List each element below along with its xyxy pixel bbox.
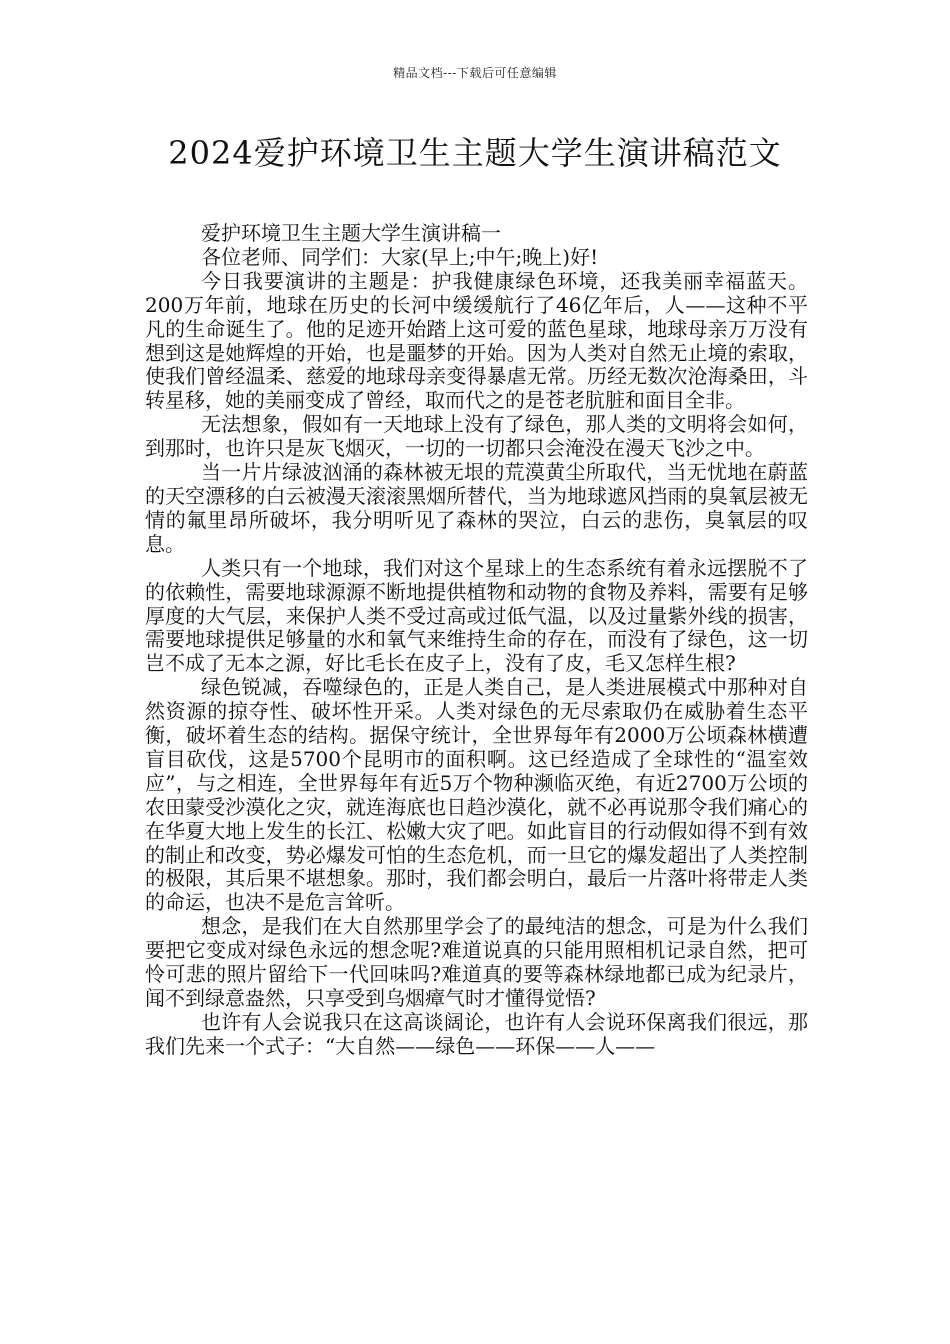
document-title: 2024爱护环境卫生主题大学生演讲稿范文: [168, 134, 782, 172]
paragraph: 当一片片绿波汹涌的森林被无垠的荒漠黄尘所取代，当无忧地在蔚蓝的天空漂移的白云被漫天滚滚黑烟所替代，当为地球遮风挡雨的臭氧层被无情的氟里昂所破坏，我分明听见了森林的哭泣，白云的悲伤，臭氧层的叹息。: [145, 460, 808, 556]
header-note: 精品文档---下载后可任意编辑: [393, 66, 557, 80]
paragraph: 想念，是我们在大自然那里学会了的最纯洁的想念，可是为什么我们要把它变成对绿色永远的想念呢?难道说真的只能用照相机记录自然，把可怜可悲的照片留给下一代回味吗?难道真的要等森林绿地都已成为纪录片，闻不到绿意盎然，只享受到乌烟瘴气时才懂得觉悟?: [145, 914, 808, 1010]
paragraph: 人类只有一个地球，我们对这个星球上的生态系统有着永远摆脱不了的依赖性，需要地球源源不断地提供植物和动物的食物及养料，需要有足够厚度的大气层，来保护人类不受过高或过低气温，以及过量紫外线的损害，需要地球提供足够量的水和氧气来维持生命的存在，而没有了绿色，这一切岂不成了无本之源，好比毛长在皮子上，没有了皮，毛又怎样生根?: [145, 555, 808, 676]
paragraph: 绿色锐减，吞噬绿色的，正是人类自己，是人类进展模式中那种对自然资源的掠夺性、破坏性开采。人类对绿色的无尽索取仍在威胁着生态平衡，破坏着生态的结构。据保守统计，全世界每年有2000万公顷森林横遭盲目砍伐，这是5700个昆明市的面积啊。这已经造成了全球性的“温室效应”，与之相连，全世界每年有近5万个物种濒临灭绝，有近2700万公顷的农田蒙受沙漠化之灾，就连海底也日趋沙漠化，就不必再说那令我们痛心的在华夏大地上发生的长江、松嫩大灾了吧。如此盲目的行动假如得不到有效的制止和改变，势必爆发可怕的生态危机，而一旦它的爆发超出了人类控制的极限，其后果不堪想象。那时，我们都会明白，最后一片落叶将带走人类的命运，也决不是危言耸听。: [145, 675, 808, 915]
paragraph: 无法想象，假如有一天地球上没有了绿色，那人类的文明将会如何，到那时，也许只是灰飞烟灭，一切的一切都只会淹没在漫天飞沙之中。: [145, 412, 808, 461]
paragraph-subtitle: 爱护环境卫生主题大学生演讲稿一: [201, 221, 501, 245]
document-body: [145, 222, 808, 1059]
paragraph-greeting: 各位老师、同学们：大家(早上;中午;晚上)好!: [201, 244, 599, 269]
paragraph: 也许有人会说我只在这高谈阔论，也许有人会说环保离我们很远，那我们先来一个式子：“大自然——绿色——环保——人——: [145, 1009, 808, 1058]
paragraph: 今日我要演讲的主题是：护我健康绿色环境，还我美丽幸福蓝天。200万年前，地球在历史的长河中缓缓航行了46亿年后，人——这种不平凡的生命诞生了。他的足迹开始踏上这可爱的蓝色星球，地球母亲万万没有想到这是她辉煌的开始，也是噩梦的开始。因为人类对自然无止境的索取，使我们曾经温柔、慈爱的地球母亲变得暴虐无常。历经无数次沧海桑田，斗转星移，她的美丽变成了曾经，取而代之的是苍老肮脏和面目全非。: [145, 268, 808, 413]
